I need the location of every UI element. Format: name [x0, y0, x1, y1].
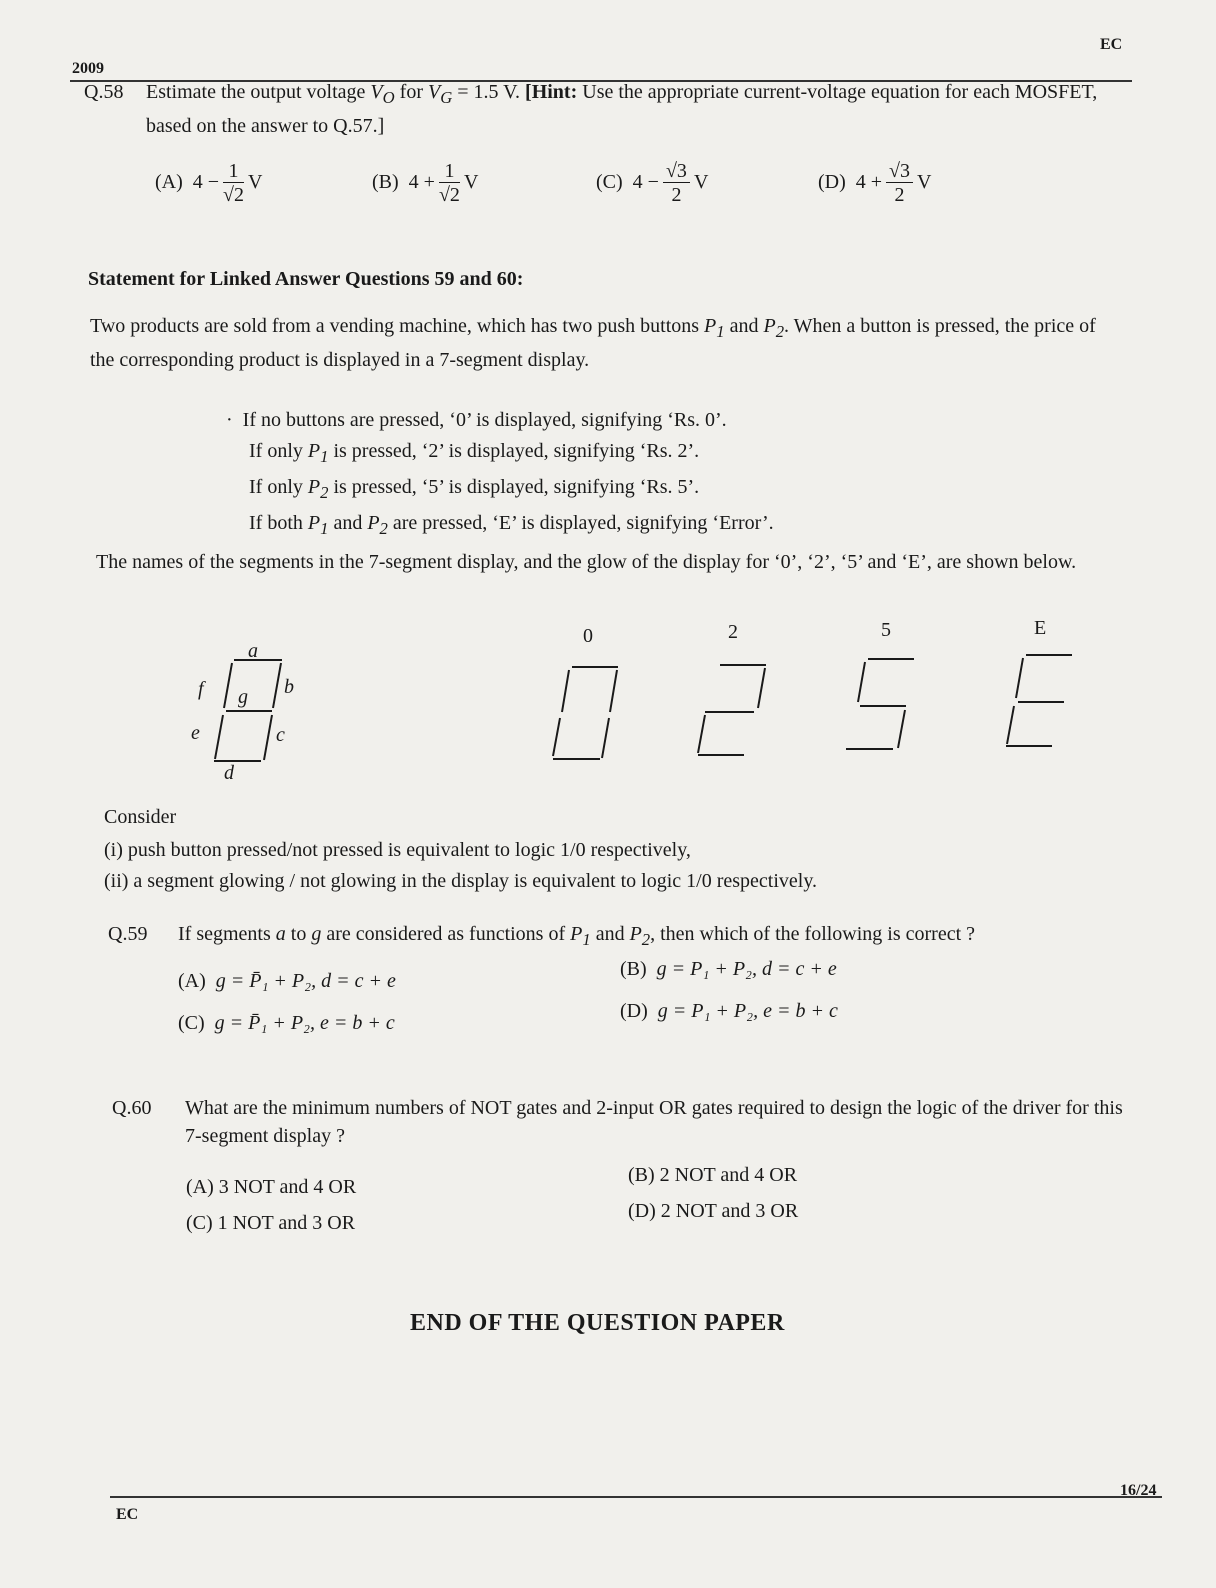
digit-e-glyph — [1006, 655, 1072, 746]
segment-label-c: c — [276, 724, 285, 746]
segments-intro: The names of the segments in the 7-segment display, and the glow of the display for ‘0’, ‘2’, ‘5’ and ‘E’, are shown below. — [96, 551, 1077, 573]
seven-segment-figure — [160, 615, 1120, 785]
digit-label-e: E — [1034, 617, 1047, 639]
q58-option-c: (C) 4 − $\frac{√3}{2}$ V — [596, 160, 709, 206]
q60-option-c: (C) 1 NOT and 3 OR — [186, 1212, 356, 1234]
q60-option-d: (D) 2 NOT and 3 OR — [628, 1200, 799, 1222]
bullet-item-2: If only $P_1$ is pressed, ‘2’ is displayed, signifying ‘Rs. 2’. — [249, 440, 700, 466]
end-of-paper: END OF THE QUESTION PAPER — [410, 1310, 785, 1336]
question-58 — [84, 78, 1106, 140]
q58-option-a: (A) 4 − $\frac{1}{√2}$ V — [155, 160, 263, 206]
segment-label-g: g — [238, 686, 248, 708]
q58-option-b: (B) 4 + $\frac{1}{√2}$ V — [372, 160, 479, 206]
question-text: Estimate the output voltage $V_O$ for $V_G = 1.5$ V. [Hint: Use the appropriate current-voltage equation for each MOSFET, based on the answer to Q.57.] — [146, 81, 1098, 137]
footer-subject: EC — [116, 1506, 139, 1523]
segment-label-f: f — [198, 678, 204, 700]
digit-2-glyph — [698, 665, 766, 755]
question-number: Q.58 — [84, 81, 124, 103]
digit-label-2: 2 — [728, 621, 738, 643]
segment-c-line — [264, 715, 272, 760]
consider-block — [104, 803, 817, 895]
q59-option-d: (D) g = P₁ + P₂, e = b + c — [620, 1000, 838, 1022]
header-year: 2009 — [72, 60, 104, 77]
page-number: 16/24 — [1120, 1482, 1157, 1499]
bullet-list — [226, 405, 774, 544]
q59-option-b: (B) g = P₁ + P₂, d = c + e — [620, 958, 837, 980]
bullet-item-3: If only $P_2$ is pressed, ‘5’ is displayed, signifying ‘Rs. 5’. — [249, 476, 700, 502]
question-number: Q.60 — [112, 1097, 152, 1119]
digit-5-glyph — [846, 659, 914, 749]
q60-option-b: (B) 2 NOT and 4 OR — [628, 1164, 798, 1186]
question-text: What are the minimum numbers of NOT gates and 2-input OR gates required to design the logic of the driver for this 7-segment display ? — [185, 1097, 1123, 1147]
segment-label-e: e — [191, 722, 200, 744]
digit-label-0: 0 — [583, 625, 593, 647]
segment-f-line — [224, 663, 232, 708]
consider-title: Consider — [104, 806, 177, 828]
segment-label-a: a — [248, 640, 258, 662]
digit-0-glyph — [553, 667, 618, 759]
consider-item-i: (i) push button pressed/not pressed is equivalent to logic 1/0 respectively, — [104, 839, 691, 861]
q60-option-a: (A) 3 NOT and 4 OR — [186, 1176, 357, 1198]
segment-b-line — [273, 663, 281, 708]
question-number: Q.59 — [108, 923, 148, 945]
q59-option-c: (C) g = P̄₁ + P₂, e = b + c — [178, 1012, 395, 1034]
segment-e-line — [215, 715, 223, 759]
linked-paragraph: Two products are sold from a vending machine, which has two push buttons $P_1$ and $P_2$. When a button is pressed, the price of the corresponding product is displayed in a 7-segment display. — [90, 315, 1096, 371]
header-subject: EC — [1100, 36, 1123, 53]
segment-label-d: d — [224, 762, 234, 784]
segment-diagram — [214, 660, 282, 761]
bullet-item-4: If both $P_1$ and $P_2$ are pressed, ‘E’ is displayed, signifying ‘Error’. — [249, 512, 774, 538]
q58-option-d: (D) 4 + $\frac{√3}{2}$ V — [818, 160, 932, 206]
digit-label-5: 5 — [881, 619, 891, 641]
consider-item-ii: (ii) a segment glowing / not glowing in the display is equivalent to logic 1/0 respectively. — [104, 870, 818, 892]
linked-statement-title: Statement for Linked Answer Questions 59 and 60: — [88, 268, 524, 290]
q59-option-a: (A) g = P̄₁ + P₂, d = c + e — [178, 970, 396, 992]
bullet-item-1: · If no buttons are pressed, ‘0’ is displayed, signifying ‘Rs. 0’. — [226, 409, 727, 431]
question-59: Q.59 If segments a to g are considered as functions of $P_1$ and $P_2$, then which of the following is correct ? — [108, 920, 975, 954]
question-60 — [112, 1094, 1140, 1150]
segment-label-b: b — [284, 676, 294, 698]
footer-rule — [110, 1496, 1162, 1498]
